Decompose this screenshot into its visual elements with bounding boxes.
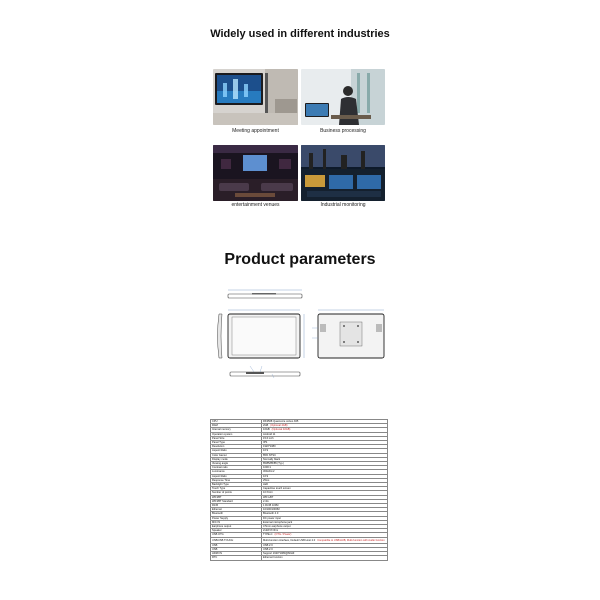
spec-value-text: Bluetooth 4.0	[263, 512, 279, 516]
spec-key: WIFI/BT	[211, 495, 262, 499]
spec-key: MIC IN	[211, 520, 262, 524]
spec-key: Resolution	[211, 445, 262, 449]
spec-value-text: 16:9	[263, 474, 269, 478]
spec-key: RAM	[211, 424, 262, 428]
spec-value-text: 85/85/85/85 (Typ.)	[263, 462, 285, 466]
spec-value-text: 1 RJ45 100M	[263, 504, 279, 508]
params-title: Product parameters	[224, 251, 376, 268]
spec-value-text: 85% NTSC	[263, 453, 276, 457]
spec-value-text: 2x2W 8 Ohm	[263, 529, 279, 533]
spec-note: (OTG / Power)	[274, 533, 292, 537]
spec-key: Viewing angle	[211, 462, 262, 466]
spec-key: USB/USB TOUCH	[211, 537, 262, 543]
spec-value-text: Normally black	[263, 457, 281, 461]
spec-key: USB	[211, 547, 262, 551]
spec-key: Earphone output	[211, 525, 262, 529]
spec-key: Speaker	[211, 529, 262, 533]
spec-key: Aspect Ratio	[211, 474, 262, 478]
dimension-drawing	[212, 288, 388, 384]
industry-caption: Business processing	[320, 128, 366, 134]
industry-caption: Meeting appointment	[232, 128, 279, 134]
spec-value-text: Android 11	[263, 432, 276, 436]
spec-value-text: 15.6 inch	[263, 436, 274, 440]
spec-value-text: LED	[263, 483, 269, 487]
spec-key: Luminance	[211, 470, 262, 474]
spec-value-text: 3.5mm earphone output	[263, 525, 291, 529]
spec-key: Panel Size	[211, 436, 262, 440]
spec-key: Panel Type	[211, 441, 262, 445]
spec-value-text: 300cd/m2	[263, 470, 275, 474]
spec-key: Backlight Type	[211, 483, 262, 487]
spec-value-text: External microphone jack	[263, 520, 293, 524]
spec-key: Aspect Ratio	[211, 449, 262, 453]
spec-key: Touch Type	[211, 487, 262, 491]
industry-caption: Industrial monitoring	[320, 202, 366, 208]
spec-value-text: USB 2.0	[263, 547, 273, 551]
spec-value-text: IPS	[263, 441, 268, 445]
industries-title: Widely used in different industries	[210, 28, 390, 40]
spec-key: RJ45	[211, 504, 262, 508]
spec-key: RTC	[211, 556, 262, 560]
spec-key: USB	[211, 543, 262, 547]
spec-value-text: 25ms	[263, 478, 270, 482]
spec-key: Internal memory	[211, 428, 262, 432]
spec-value-text: 16:9	[263, 449, 269, 453]
spec-value-text: RK3568 Quad-core cortex A55	[263, 420, 299, 423]
meeting-screen-photo	[213, 69, 298, 125]
spec-value-text: Ethernet function	[263, 556, 283, 560]
spec-note: (Optional 32GB)	[271, 428, 291, 432]
spec-value-text: 10 Point	[263, 491, 273, 495]
spec-value-text: USB 2.0	[263, 543, 273, 547]
spec-key: Bluetooth	[211, 512, 262, 516]
spec-value-text: Multi-function interface, Default USB Host 2.0	[263, 538, 316, 542]
industrial-monitoring-photo	[301, 145, 385, 201]
spec-value-text: WIFI+BT	[263, 495, 274, 499]
industry-caption: entertainment venues	[231, 202, 280, 208]
spec-key: WIFI/BT Standard	[211, 499, 262, 503]
spec-value-text: DC power input	[263, 516, 281, 520]
spec-value-text: Support 1920*1080@60HZ	[263, 552, 295, 556]
business-office-photo	[301, 69, 385, 125]
spec-note: (Optional 4GB)	[270, 424, 288, 428]
spec-key: Operation system	[211, 432, 262, 436]
spec-key: HDMI IN	[211, 552, 262, 556]
entertainment-lounge-photo	[213, 145, 298, 201]
spec-key: Display mode	[211, 457, 262, 461]
spec-value-text: 1000:1	[263, 466, 271, 470]
spec-key: Contrast ratio	[211, 466, 262, 470]
spec-value-text: 16GB	[263, 428, 270, 432]
spec-key: Color Gamut	[211, 453, 262, 457]
spec-key: CPU	[211, 420, 262, 424]
spec-note: Compatible to USB/HUB, Multi-function with Audio function	[317, 538, 385, 542]
spec-table	[210, 419, 388, 561]
spec-value-text: Capacitive touch screen	[263, 487, 291, 491]
spec-value-text: TYPE-C	[263, 533, 273, 537]
spec-key: Response Time	[211, 478, 262, 482]
spec-row	[211, 556, 388, 560]
spec-value-text: 10/100/1000M	[263, 508, 280, 512]
spec-key: Number of points	[211, 491, 262, 495]
spec-key: USB OTG	[211, 533, 262, 537]
spec-value-text: 1920*1080	[263, 445, 276, 449]
spec-value-text: 2GB	[263, 424, 269, 428]
spec-key: Power Supply	[211, 516, 262, 520]
spec-value-text: 2.4G	[263, 499, 269, 503]
spec-value	[262, 556, 388, 560]
spec-key: Ethernet	[211, 508, 262, 512]
